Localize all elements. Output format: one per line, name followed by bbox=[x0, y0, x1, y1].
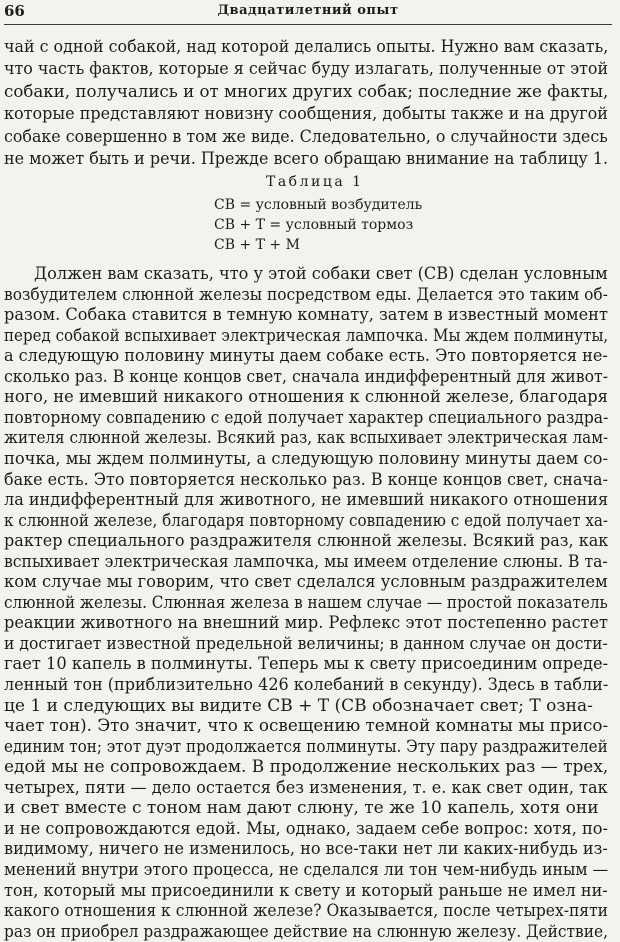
text-line: жителя слюнной железы. Всякий раз, как вспыхивает электрическая лам- bbox=[4, 428, 609, 449]
text-line: и достигает известной предельной величины; в данном случае он дости- bbox=[4, 633, 608, 654]
text-line: четырех, пяти — дело остается без изменения, т. е. как свет один, так bbox=[4, 777, 608, 798]
table-row: СВ = условный возбудитель bbox=[214, 197, 423, 213]
table-row: СВ + Т = условный тормоз bbox=[214, 217, 414, 233]
text-line: не может быть и речи. Прежде всего обращаю внимание на таблицу 1. bbox=[4, 149, 609, 169]
text-line: повторному совпадению с едой получает характер специального раздра- bbox=[4, 407, 609, 428]
text-line: перед собакой вспыхивает электрическая лампочка. Мы ждем полминуты, bbox=[4, 325, 609, 346]
text-line: ленный тон (приблизительно 426 колебаний в секунду). Здесь в табли- bbox=[4, 675, 609, 695]
text-line: раз он приобрел раздражающее действие на слюнную железу. Действие, bbox=[4, 921, 608, 942]
text-line: к слюнной железе, благодаря повторному совпадению с едой получает ха- bbox=[4, 510, 609, 531]
text-line: видимому, ничего не изменилось, но все-таки нет ли каких-нибудь из- bbox=[4, 839, 608, 860]
text-line: чает тон). Это значит, что к освещению темной комнаты мы присо- bbox=[4, 716, 609, 737]
text-line: сколько раз. В конце концов свет, сначала индифферентный для живот- bbox=[4, 366, 609, 387]
table-title: Таблица 1 bbox=[266, 174, 364, 190]
text-line: Должен вам сказать, что у этой собаки свет (СВ) сделан условным bbox=[34, 264, 608, 284]
text-line: ла индифферентный для животного, не имевший никакого отношения bbox=[4, 490, 609, 511]
text-line: менений внутри этого процесса, не сделался ли тон чем-нибудь иным — bbox=[4, 859, 609, 880]
text-line: и свет вместе с тоном нам дают слюну, те же 10 капель, хотя они bbox=[4, 798, 599, 819]
text-line: возбудителем слюнной железы посредством еды. Делается это таким об- bbox=[4, 284, 608, 305]
text-line: собаки, получались и от многих других собак; последние же факты, bbox=[4, 81, 609, 102]
running-title: Двадцатилетний опыт bbox=[217, 3, 399, 18]
text-line: а следующую половину минуты даем собаке есть. Это повторяется не- bbox=[4, 346, 608, 367]
text-line: слюнной железы. Слюнная железа в нашем случае — простой показатель bbox=[4, 592, 608, 613]
page-number: 66 bbox=[4, 2, 25, 20]
text-line: которые представляют новизну сообщения, добыты также и на другой bbox=[4, 104, 608, 125]
text-line: едой мы не сопровождаем. В продолжение нескольких раз — трех, bbox=[4, 757, 609, 778]
text-line: и не сопровождаются едой. Мы, однако, задаем себе вопрос: хотя, по- bbox=[4, 818, 608, 839]
text-line: ком случае мы говорим, что свет сделался условным раздражителем bbox=[4, 572, 608, 593]
text-line: вспыхивает электрическая лампочка, мы имеем отделение слюны. В та- bbox=[4, 551, 608, 572]
text-line: реакции животного на внешний мир. Рефлекс этот постепенно растет bbox=[4, 613, 608, 634]
text-line: чай с одной собакой, над которой делались опыты. Нужно вам сказать, bbox=[4, 37, 609, 57]
text-line: тон, который мы присоединили к свету и который раньше не имел ни- bbox=[4, 880, 608, 901]
text-line: какого отношения к слюнной железе? Оказывается, после четырех-пяти bbox=[4, 901, 609, 922]
page-header bbox=[4, 2, 612, 25]
text-line: гает 10 капель в полминуты. Теперь мы к свету присоединим опреде- bbox=[4, 654, 609, 675]
text-line: почка, мы ждем полминуты, а следующую половину минуты даем со- bbox=[4, 448, 608, 469]
text-line: единим тон; этот дуэт продолжается полминуты. Эту пару раздражителей bbox=[4, 736, 608, 757]
text-line: баке есть. Это повторяется несколько раз. В конце концов свет, снача- bbox=[4, 469, 608, 490]
text-line: разом. Собака ставится в темную комнату, затем в известный момент bbox=[4, 305, 608, 326]
text-line: це 1 и следующих вы видите СВ + Т (СВ обозначает свет; Т озна- bbox=[4, 695, 593, 716]
text-line: собаке совершенно в том же виде. Следовательно, о случайности здесь bbox=[4, 126, 608, 147]
text-line: рактер специального раздражителя слюнной железы. Всякий раз, как bbox=[4, 531, 609, 552]
text-line: ного, не имевший никакого отношения к слюнной железе, благодаря bbox=[4, 387, 608, 408]
text-line: что часть фактов, которые я сейчас буду излагать, полученные от этой bbox=[4, 59, 609, 80]
table-row: СВ + Т + М bbox=[214, 237, 300, 253]
